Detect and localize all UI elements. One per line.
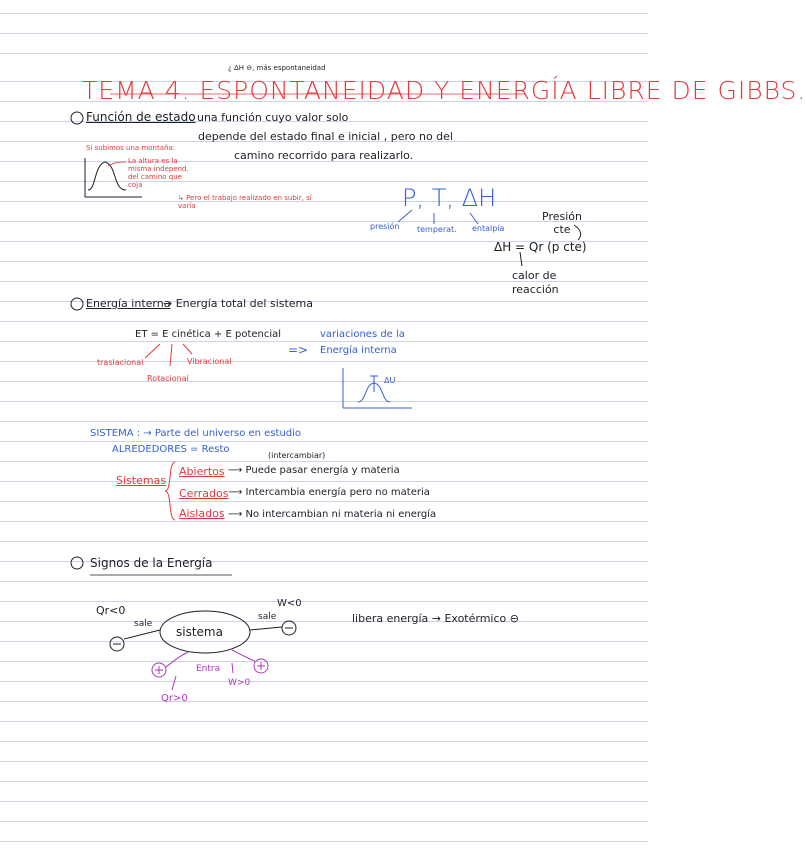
- arrow-out-right: [250, 627, 282, 630]
- heading-state-function: Función de estado: [86, 110, 196, 124]
- bullet-icon: [71, 557, 83, 569]
- system-label: sistema: [176, 625, 223, 639]
- energy-arrows: [145, 344, 192, 366]
- q-positive-label: Qr>0: [161, 693, 188, 704]
- bullet-icon: [71, 112, 83, 124]
- system-type-isolated: Aislados: [179, 507, 225, 520]
- label-rotational: Rotacional: [147, 374, 189, 383]
- internal-energy-definition: → Energía total del sistema: [163, 297, 314, 310]
- heat-of-reaction: calor de reacción: [512, 269, 559, 296]
- w-negative-label: W<0: [277, 598, 302, 609]
- page-title: TEMA 4. ESPONTANEIDAD Y ENERGÍA LIBRE DE GIBBS.: [82, 76, 806, 105]
- surroundings-definition: ALREDEDORES = Resto: [112, 444, 230, 455]
- system-type-open: Abiertos: [179, 465, 225, 478]
- w-positive-label: W>0: [228, 678, 251, 688]
- state-functions: P, T, ΔH: [402, 184, 497, 212]
- definition-line-2: depende del estado final e inicial , pero no del: [198, 130, 453, 143]
- label-pressure: presión: [370, 222, 400, 231]
- pressure-cte: Presión cte: [542, 210, 582, 237]
- heading-internal-energy: Energía interna: [86, 297, 171, 310]
- system-definition: SISTEMA : → Parte del universo en estudio: [90, 428, 302, 439]
- heading-energy-signs: Signos de la Energía: [90, 556, 213, 570]
- exothermic-note: libera energía → Exotérmico ⊖: [352, 612, 519, 625]
- system-type-open-desc: ⟶ Puede pasar energía y materia: [228, 465, 400, 476]
- energy-equation: ET = E cinética + E potencial: [135, 329, 282, 340]
- systems-label: Sistemas: [116, 474, 167, 487]
- delta-u-label: ΔU: [384, 376, 396, 385]
- label-temperature: temperat.: [417, 225, 457, 234]
- definition-line-3: camino recorrido para realizarlo.: [234, 149, 414, 162]
- exchange-note: (intercambiar): [268, 451, 326, 460]
- q-negative-label: Qr<0: [96, 604, 126, 617]
- mountain-note: Si subimos una montaña:: [86, 144, 176, 152]
- state-function-arrows: [398, 210, 478, 224]
- exits-right-label: sale: [258, 612, 277, 622]
- systems-brace: [165, 462, 175, 520]
- energy-graph: [343, 368, 412, 408]
- enthalpy-equation: ΔH = Qr (p cte): [494, 240, 587, 254]
- definition-line-1: . una función cuyo valor solo: [190, 111, 349, 124]
- altitude-arrow: [108, 162, 126, 166]
- variations-note: variaciones de la Energía interna: [320, 329, 405, 356]
- header-note: ¿ ΔH ⊖, más espontaneidad: [228, 64, 326, 72]
- bullet-icon: [71, 298, 83, 310]
- label-vibrational: Vibracional: [187, 357, 232, 366]
- arrow-out-left: [124, 630, 160, 639]
- system-type-closed: Cerrados: [179, 487, 229, 500]
- arrow-icon: [520, 252, 522, 266]
- system-type-closed-desc: ⟶ Intercambia energía pero no materia: [228, 487, 430, 498]
- label-enthalpy: entalpía: [472, 224, 505, 233]
- enters-label: Entra: [196, 664, 221, 674]
- label-translational: traslacional: [97, 358, 144, 367]
- work-note: ↳ Pero el trabajo realizado en subir, sí varía: [178, 194, 312, 211]
- altitude-note: La altura es la misma independ. del camino que coja: [128, 157, 189, 190]
- exits-left-label: sale: [134, 619, 153, 629]
- system-type-isolated-desc: ⟶ No intercambian ni materia ni energía: [228, 509, 437, 520]
- implication-arrow: =>: [288, 343, 309, 357]
